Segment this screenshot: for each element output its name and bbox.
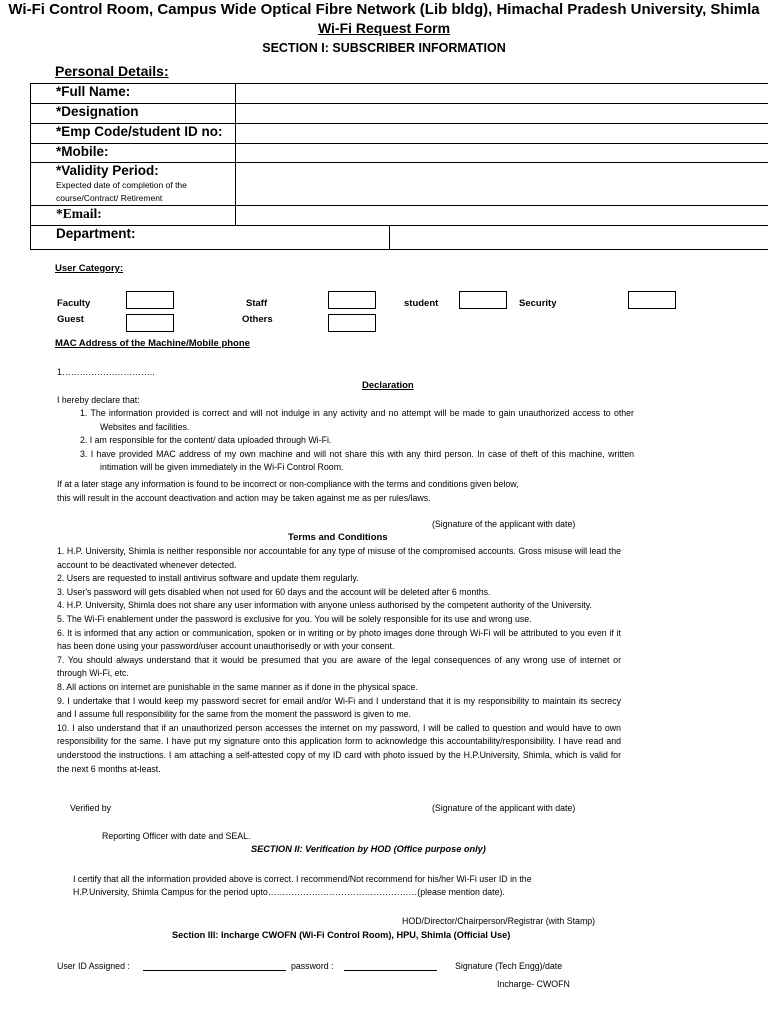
category-faculty-checkbox[interactable]	[126, 291, 174, 309]
department-field[interactable]	[390, 226, 768, 250]
terms-item: 7. You should always understand that it would be presumed that you are aware of the legal consequences of any wrong use of internet or through Wi-Fi, etc.	[57, 654, 621, 679]
section-one-heading: SECTION I: SUBSCRIBER INFORMATION	[262, 41, 506, 55]
full-name-field[interactable]	[236, 84, 768, 104]
category-student-checkbox[interactable]	[459, 291, 507, 309]
terms-item: 5. The Wi-Fi enablement under the password is exclusive for you. You will be solely responsible for its use and wrong use.	[57, 613, 532, 624]
department-label: Department:	[31, 226, 390, 250]
verified-by-label: Verified by	[70, 803, 112, 813]
declaration-footer: this will result in the account deactivation and action may be taken against me as per rules/laws.	[57, 493, 431, 503]
designation-label: *Designation	[31, 104, 236, 124]
emp-code-label: *Emp Code/student ID no:	[31, 124, 236, 144]
personal-details-table	[30, 83, 768, 250]
emp-code-field[interactable]	[236, 124, 768, 144]
applicant-signature-label: (Signature of the applicant with date)	[432, 519, 576, 529]
tech-signature-label: Signature (Tech Engg)/date	[455, 961, 563, 971]
category-guest-checkbox[interactable]	[126, 314, 174, 332]
declaration-item: 2. I am responsible for the content/ data uploaded through Wi-Fi.	[80, 435, 332, 446]
mac-address-line[interactable]: 1…………………………..	[57, 367, 155, 377]
terms-item: 10. I also understand that if an unauthorized person accesses the internet on my password, I will be called to question and would have to own responsibility for the same. I have put my signature onto this application form to acknowledge this accountability/responsibility. I have read and understood the instructions. I am attaching a self-attested copy of my ID card with photo issued by the H.P.University, Shimla, which is valid for the next 6 months at-least.	[57, 722, 621, 774]
category-staff-checkbox[interactable]	[328, 291, 376, 309]
password-input-line[interactable]	[344, 970, 437, 971]
category-others-checkbox[interactable]	[328, 314, 376, 332]
mac-address-heading: MAC Address of the Machine/Mobile phone	[55, 338, 250, 349]
mobile-label: *Mobile:	[31, 144, 236, 163]
terms-item: 4. H.P. University, Shimla does not share any user information with anyone unless authorised by the competent authority of the University.	[57, 600, 592, 611]
terms-heading: Terms and Conditions	[288, 532, 388, 543]
category-security-checkbox[interactable]	[628, 291, 676, 309]
reporting-officer-label: Reporting Officer with date and SEAL.	[102, 831, 251, 841]
declaration-footer: If at a later stage any information is found to be incorrect or non-compliance with the terms and conditions given below,	[57, 479, 519, 489]
section-three-heading: Section III: Incharge CWOFN (Wi-Fi Control Room), HPU, Shimla (Official Use)	[172, 930, 511, 940]
user-id-assigned-label: User ID Assigned :	[57, 961, 130, 971]
validity-note: Expected date of completion of the course/Contract/ Retirement	[56, 180, 187, 203]
section-two-heading: SECTION II: Verification by HOD (Office purpose only)	[251, 844, 486, 854]
terms-item: 9. I undertake that I would keep my password secret for email and/or Wi-Fi and I understand that it is my responsibility to maintain its secrecy and I assume full responsibility for the same from the moment the password is given to me.	[57, 695, 621, 720]
mobile-field[interactable]	[236, 144, 768, 163]
email-field[interactable]	[236, 206, 768, 226]
declaration-item: 3. I have provided MAC address of my own machine and will not share this with any third person. In case of theft of this machine, written intimation will be given immediately in the Wi-Fi Control Room.	[80, 448, 634, 473]
terms-item: 2. Users are requested to install antivirus software and update them regularly.	[57, 573, 359, 584]
category-staff-label: Staff	[246, 298, 268, 309]
declaration-heading: Declaration	[362, 380, 414, 391]
validity-field[interactable]	[236, 163, 768, 206]
terms-item: 3. User's password will gets disabled when not used for 60 days and the account will be deleted after 6 months.	[57, 586, 491, 597]
category-others-label: Others	[242, 314, 273, 325]
declaration-item: 1. The information provided is correct and will not indulge in any activity and no attempt will be made to gain unauthorized access to other Websites and facilities.	[80, 408, 634, 432]
terms-item: 6. It is informed that any action or communication, spoken or in writing or by photo images done through Wi-Fi will be attributed to you even if it has been done using your password/user account unauthorisedly or with your consent.	[57, 627, 621, 652]
declaration-list	[80, 407, 634, 475]
declaration-intro: I hereby declare that:	[57, 395, 140, 405]
hod-certify-text: I certify that all the information provided above is correct. I recommend/Not recommend for his/her Wi-Fi user ID in the	[73, 874, 532, 884]
designation-field[interactable]	[236, 104, 768, 124]
personal-details-heading: Personal Details:	[55, 63, 169, 79]
password-label: password :	[291, 961, 334, 971]
full-name-label: *Full Name:	[31, 84, 236, 104]
category-student-label: student	[404, 298, 439, 309]
user-id-input-line[interactable]	[143, 970, 286, 971]
hod-signature-label: HOD/Director/Chairperson/Registrar (with Stamp)	[402, 916, 596, 926]
user-category-heading: User Category:	[55, 263, 124, 274]
validity-label: *Validity Period: Expected date of completion of the course/Contract/ Retirement	[31, 163, 236, 206]
category-faculty-label: Faculty	[57, 298, 91, 309]
email-label: *Email:	[31, 206, 236, 226]
hod-certify-text: H.P.University, Shimla Campus for the period upto……………………………………………(please mention date).	[73, 887, 505, 897]
terms-list	[57, 545, 621, 776]
applicant-signature-label-2: (Signature of the applicant with date)	[432, 803, 576, 813]
form-subtitle: Wi-Fi Request Form	[317, 20, 451, 36]
terms-item: 8. All actions on internet are punishable in the same manner as if done in the physical space.	[57, 681, 418, 692]
terms-item: 1. H.P. University, Shimla is neither responsible nor accountable for any type of misuse of the compromised accounts. Gross misuse will lead the account to be deactivated whenever detected.	[57, 546, 621, 570]
category-guest-label: Guest	[57, 314, 84, 325]
category-security-label: Security	[519, 298, 557, 309]
incharge-label: Incharge- CWOFN	[497, 979, 570, 989]
form-header-title: Wi-Fi Control Room, Campus Wide Optical Fibre Network (Lib bldg), Himachal Pradesh University, Shimla	[8, 1, 760, 18]
